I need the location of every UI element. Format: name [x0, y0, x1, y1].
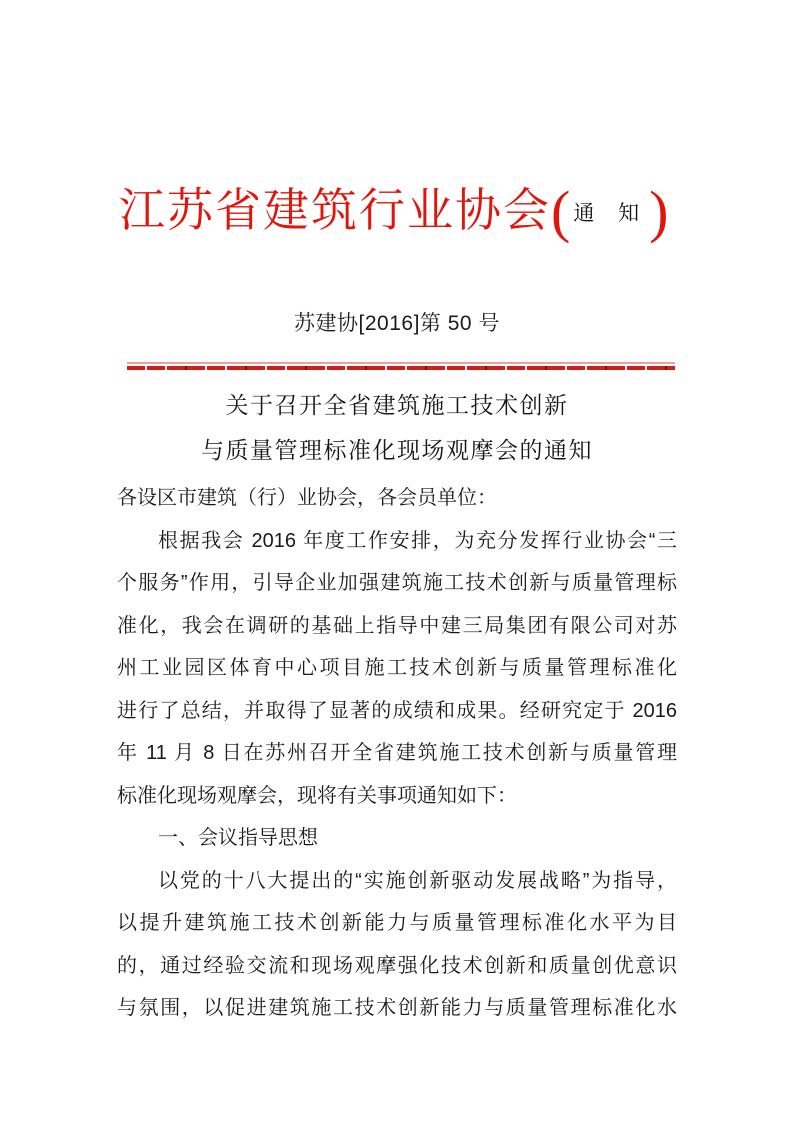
body-line: 以提升建筑施工技术创新能力与质量管理标准化水平为目 [117, 912, 677, 934]
body-line: 的，通过经验交流和现场观摩强化技术创新和质量创优意识 [117, 954, 677, 977]
notice-title-line-1: 关于召开全省建筑施工技术创新 [225, 392, 569, 418]
body-line: 年 11 月 8 日在苏州召开全省建筑施工技术创新与质量管理 [117, 742, 677, 764]
body-line: 以党的十八大提出的“实施创新驱动发展战略”为指导， [158, 869, 677, 892]
red-divider-dashed-bar [127, 366, 675, 370]
body-line: 州工业园区体育中心项目施工技术创新与质量管理标准化 [117, 657, 677, 679]
body-line: 标准化现场观摩会，现将有关事项通知如下： [117, 784, 517, 807]
letterhead [119, 179, 669, 246]
paren-close: ) [649, 179, 669, 244]
body-line: 准化，我会在调研的基础上指导中建三局集团有限公司对苏 [117, 614, 677, 637]
body-line: 根据我会 2016 年度工作安排，为充分发挥行业协会“三 [158, 529, 677, 552]
body-line: 进行了总结，并取得了显著的成绩和成果。经研究定于 2016 [117, 699, 677, 722]
salutation-line: 各设区市建筑（行）业协会，各会员单位： [117, 487, 497, 509]
notice-body [117, 477, 677, 1030]
org-name: 江苏省建筑行业协会 [119, 185, 551, 236]
paren-open: ( [551, 179, 571, 244]
body-line: 个服务”作用，引导企业加强建筑施工技术创新与质量管理标 [117, 572, 677, 594]
doc-number: 苏建协[2016]第 50 号 [294, 312, 500, 335]
body-line: 与氛围，以促进建筑施工技术创新能力与质量管理标准化水 [117, 997, 677, 1019]
notice-title-line-2: 与质量管理标准化现场观摩会的通知 [201, 437, 593, 463]
red-divider-thin-line [127, 362, 675, 364]
section-heading: 一、会议指导思想 [158, 827, 318, 849]
doc-type-label: 通 知 [573, 202, 649, 225]
red-divider-rule [127, 362, 675, 370]
notice-title [0, 383, 794, 473]
